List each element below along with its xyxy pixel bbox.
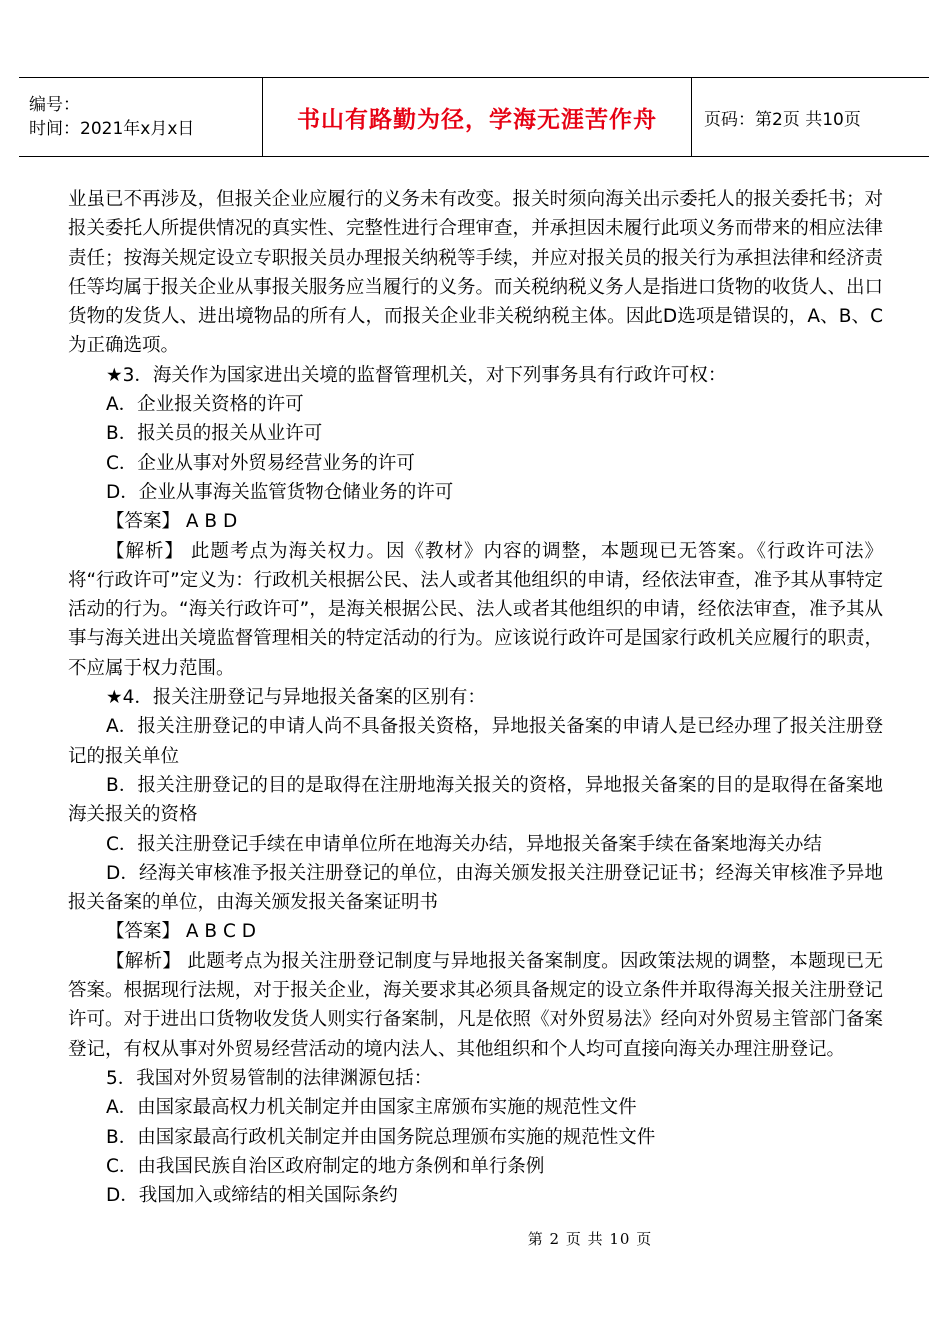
paragraph: C．企业从事对外贸易经营业务的许可 xyxy=(106,452,415,474)
paragraph: A．由国家最高权力机关制定并由国家主席颁布实施的规范性文件 xyxy=(106,1097,637,1119)
header-page-cell xyxy=(692,78,930,157)
paragraph: 【答案】 A B C D xyxy=(106,921,257,943)
paragraph: 【答案】 A B D xyxy=(106,511,238,533)
paragraph: B．由国家最高行政机关制定并由国务院总理颁布实施的规范性文件 xyxy=(106,1126,656,1148)
paragraph: B．报关注册登记的目的是取得在注册地海关报关的资格，异地报关备案的目的是取得在备案地海关报关的资格 xyxy=(68,774,883,826)
header-motto: 书山有路勤为径，学海无涯苦作舟 xyxy=(297,106,657,133)
page-footer xyxy=(0,1228,950,1249)
document-header xyxy=(19,77,929,157)
paragraph: 5．我国对外贸易管制的法律渊源包括： xyxy=(106,1067,433,1089)
paragraph: A．企业报关资格的许可 xyxy=(106,394,304,416)
paragraph: D．我国加入或缔结的相关国际条约 xyxy=(106,1185,398,1207)
paragraph: A．报关注册登记的申请人尚不具备报关资格，异地报关备案的申请人是已经办理了报关注册登记的报关单位 xyxy=(68,716,883,767)
document-body xyxy=(68,185,883,1210)
time-label: 时间：2021年x月x日 xyxy=(29,119,195,139)
paragraph: D．企业从事海关监管货物仓储业务的许可 xyxy=(106,481,454,503)
serial-label: 编号： xyxy=(29,95,80,115)
paragraph: C．由我国民族自治区政府制定的地方条例和单行条例 xyxy=(106,1155,545,1177)
paragraph: ★3．海关作为国家进出关境的监督管理机关，对下列事务具有行政许可权： xyxy=(106,364,727,386)
paragraph: 【解析】 此题考点为海关权力。因《教材》内容的调整，本题现已无答案。《行政许可法》将“行政许可”定义为：行政机关根据公民、法人或者其他组织的申请，经依法审查，准予其从事特定活动的行为。“海关行政许可”，是海关根据公民、法人或者其他组织的申请，经依法审查，准予其从事与海关进出关境监督管理相关的特定活动的行为。应该说行政许可是国家行政机关应履行的职责，不应属于权力范围。 xyxy=(68,540,883,679)
paragraph: B．报关员的报关从业许可 xyxy=(106,423,323,445)
paragraph: D．经海关审核准予报关注册登记的单位，由海关颁发报关注册登记证书；经海关审核准予异地报关备案的单位，由海关颁发报关备案证明书 xyxy=(68,862,883,914)
footer-page-number: 第 2 页 共 10 页 xyxy=(527,1230,653,1248)
header-page-label: 页码：第2页 共10页 xyxy=(704,109,861,130)
header-meta-cell xyxy=(19,78,263,157)
paragraph: C．报关注册登记手续在申请单位所在地海关办结，异地报关备案手续在备案地海关办结 xyxy=(106,833,822,855)
paragraph: 业虽已不再涉及，但报关企业应履行的义务未有改变。报关时须向海关出示委托人的报关委托书；对报关委托人所提供情况的真实性、完整性进行合理审查，并承担因未履行此项义务而带来的相应法律责任；按海关规定设立专职报关员办理报关纳税等手续，并应对报关员的报关行为承担法律和经济责任等均属于报关企业从事报关服务应当履行的义务。而关税纳税义务人是指进口货物的收货人、出口货物的发货人、进出境物品的所有人，而报关企业非关税纳税主体。因此D选项是错误的，A、B、C为正确选项。 xyxy=(68,189,883,357)
header-motto-cell xyxy=(263,78,692,157)
paragraph: 【解析】 此题考点为报关注册登记制度与异地报关备案制度。因政策法规的调整，本题现已无答案。根据现行法规，对于报关企业，海关要求其必须具备规定的设立条件并取得海关报关注册登记许可。对于进出口货物收发货人则实行备案制，凡是依照《对外贸易法》经向对外贸易主管部门备案登记，有权从事对外贸易经营活动的境内法人、其他组织和个人均可直接向海关办理注册登记。 xyxy=(68,950,883,1060)
paragraph: ★4．报关注册登记与异地报关备案的区别有： xyxy=(106,687,486,709)
